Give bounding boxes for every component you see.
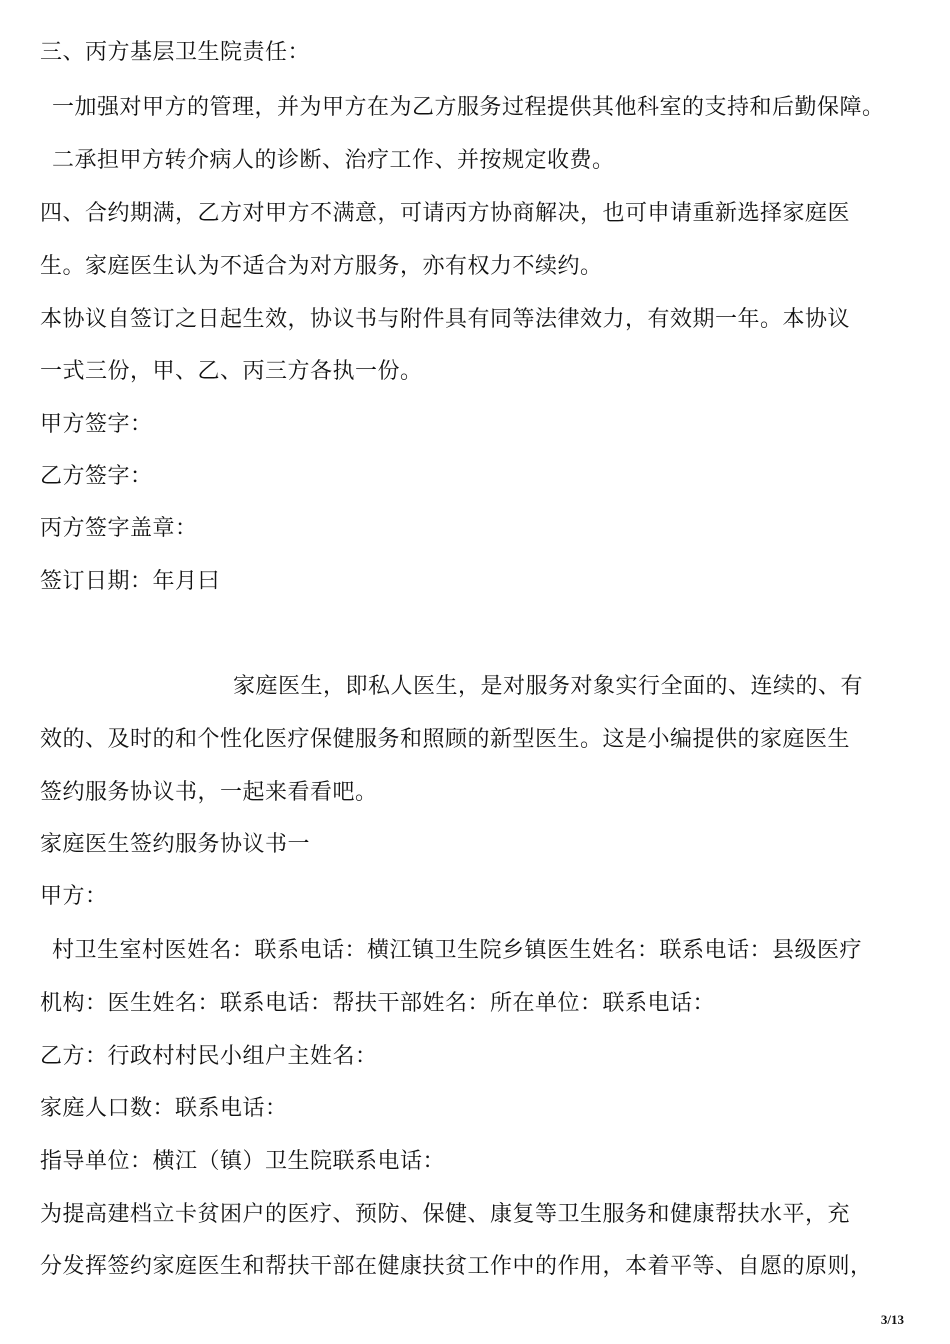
guidance-unit-line: 指导单位：横江（镇）卫生院联系电话： [40,1149,446,1174]
signature-line-party-b: 乙方签字： [40,464,153,489]
signing-date-line: 签订日期：年月曰 [40,569,221,594]
agreement-title: 家庭医生签约服务协议书一 [40,832,311,857]
household-line: 家庭人口数：联系电话： [40,1096,288,1121]
purpose-paragraph-line: 为提高建档立卡贫困户的医疗、预防、保健、康复等卫生服务和健康帮扶水平，充 [40,1202,851,1227]
paragraph-line: 本协议自签订之日起生效，协议书与附件具有同等法律效力，有效期一年。本协议 [40,307,851,332]
intro-paragraph-line: 签约服务协议书，一起来看看吧。 [40,780,378,805]
party-a-label: 甲方： [40,884,108,909]
clause-line: 生。家庭医生认为不适合为对方服务，亦有权力不续约。 [40,254,603,279]
clause-line: 一加强对甲方的管理，并为甲方在为乙方服务过程提供其他科室的支持和后勤保障。 [52,95,885,120]
signature-line-party-a: 甲方签字： [40,412,153,437]
paragraph-line: 一式三份，甲、乙、丙三方各执一份。 [40,359,423,384]
purpose-paragraph-line: 分发挥签约家庭医生和帮扶干部在健康扶贫工作中的作用，本着平等、自愿的原则， [40,1254,873,1279]
page-number: 3/13 [880,1312,904,1327]
section-heading-party-c: 三、丙方基层卫生院责任： [40,40,311,65]
signature-line-party-c: 丙方签字盖章： [40,516,198,541]
intro-paragraph-line: 效的、及时的和个性化医疗保健服务和照顾的新型医生。这是小编提供的家庭医生 [40,727,851,752]
contact-line: 机构：医生姓名：联系电话：帮扶干部姓名：所在单位：联系电话： [40,991,716,1016]
party-b-line: 乙方：行政村村民小组户主姓名： [40,1044,378,1069]
clause-line: 二承担甲方转介病人的诊断、治疗工作、并按规定收费。 [52,148,615,173]
contact-line: 村卫生室村医姓名：联系电话：横江镇卫生院乡镇医生姓名：联系电话：县级医疗 [52,938,863,963]
intro-paragraph-line: 家庭医生，即私人医生，是对服务对象实行全面的、连续的、有 [233,674,864,699]
clause-line: 四、合约期满，乙方对甲方不满意，可请丙方协商解决，也可申请重新选择家庭医 [40,201,851,226]
